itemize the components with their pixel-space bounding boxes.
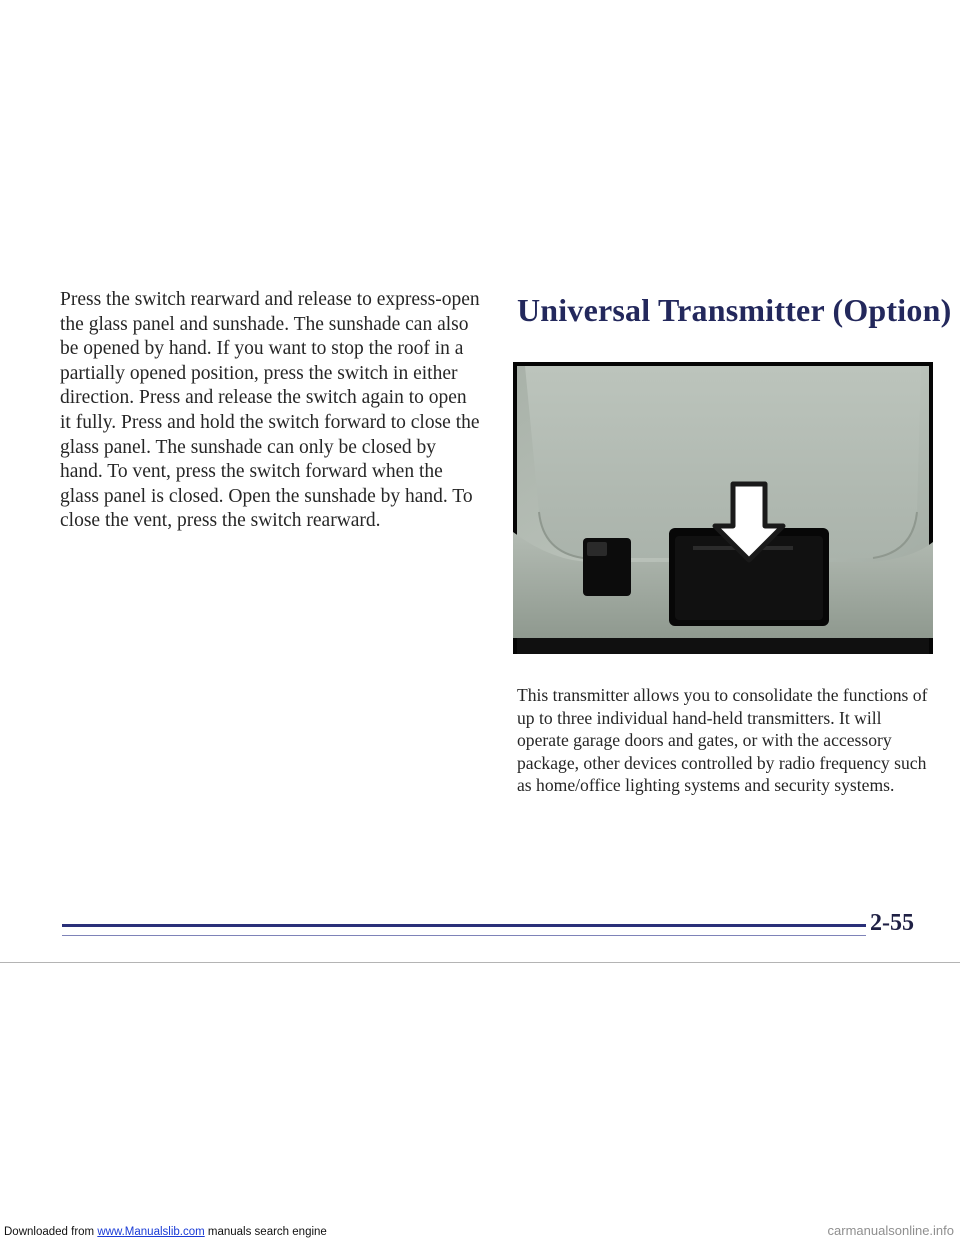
footer-rule-thin [62, 935, 866, 936]
transmitter-photo [513, 362, 933, 654]
manualslib-link[interactable]: www.Manualslib.com [97, 1226, 205, 1238]
sunroof-instructions-paragraph: Press the switch rearward and release to express-open the glass panel and sunshade. The sunshade can also be opened by hand. If you want to stop the roof in a partially opened position, press the switch in either direction. Press and release the switch again to open it fully. Press and hold the switch forward to close the glass panel. The sunshade can only be closed by hand. To vent, press the switch forward when the glass panel is closed. Open the sunshade by hand. To close the vent, press the switch rearward. [60, 289, 480, 532]
page-number: 2-55 [870, 910, 914, 936]
footer-suffix: manuals search engine [204, 1226, 327, 1238]
watermark-text: carmanualsonline.info [827, 1223, 954, 1238]
scan-edge-line [0, 962, 960, 963]
left-column [60, 288, 480, 534]
footer-prefix: Downloaded from [4, 1226, 98, 1238]
transmitter-description-paragraph: This transmitter allows you to consolidate the functions of up to three individual hand-held transmitters. It will operate garage doors and gates, or with the accessory package, other devices controlled by radio frequency such as home/office lighting systems and security systems. [517, 685, 928, 796]
right-column-body [517, 684, 937, 797]
footer-rule-thick [62, 924, 866, 927]
transmitter-illustration [513, 362, 933, 654]
section-title: Universal Transmitter (Option) [517, 292, 952, 328]
download-footer [4, 1226, 327, 1238]
